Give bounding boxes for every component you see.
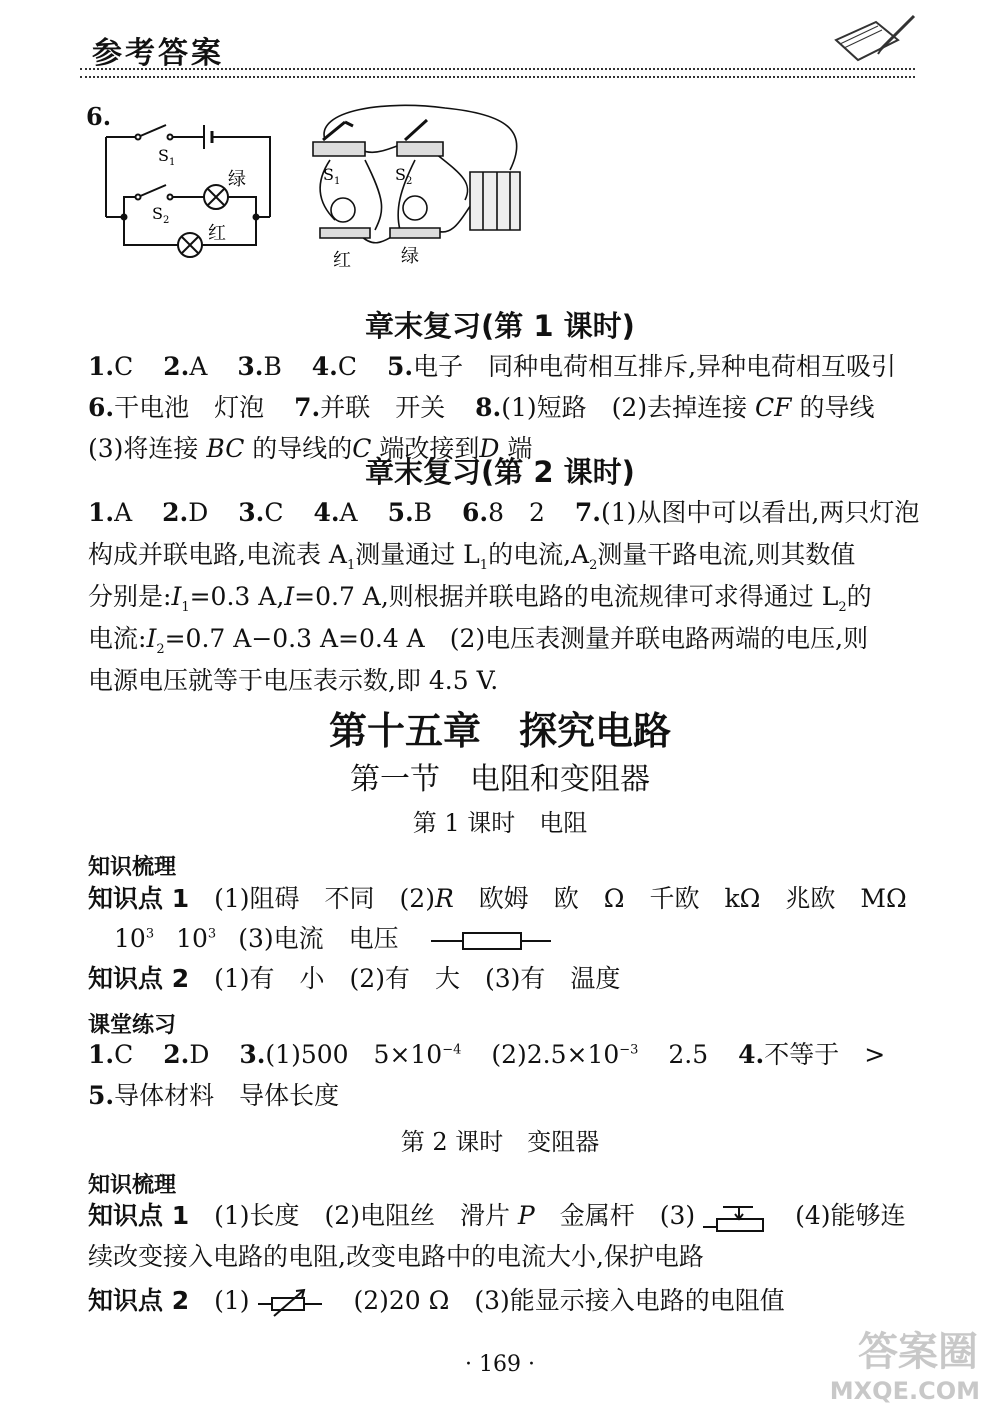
review1-line2: 6.干电池 灯泡 7.并联 开关 8.(1)短路 (2)去掉连接 CF 的导线 [88,393,875,422]
physical-green-label: 绿 [401,246,419,267]
lesson2-kp2-line: 知识点 2 (1) (2)20 Ω (3)能显示接入电路的电阻值 [88,1286,785,1318]
lesson1-title: 第 1 课时 电阻 [412,809,588,837]
watermark-logo-text: 答案圈 [858,1329,978,1375]
physical-s1-sub: 1 [334,176,341,187]
page-number: · 169 · [465,1352,535,1377]
lesson2-title: 第 2 课时 变阻器 [400,1128,600,1156]
rheostat-symbol-icon [703,1203,765,1233]
circuit-schematic [100,115,290,275]
lesson1-exercise-line1: 1.C 2.D 3.(1)500 $5\times 10^{-4}$ $(2)2.5\times 10^{-3}$ 2.5 4.不等于 > [88,1040,886,1069]
review2-line4: 电流$:I_2=0.7$ A−0.3 A=0.4 A (2)电压表测量并联电路两端的电压,则 [88,624,869,657]
header-rule [80,68,915,78]
physical-s2-label: S [395,165,406,184]
review2-line2: 构成并联电路,电流表 $A_1$测量通过 $L_1$的电流$,A_2$测量干路电流,则其数值 [88,540,856,573]
notebook-pen-icon [828,10,918,68]
schematic-s2-sub: 2 [163,215,170,226]
review2-title: 章末复习(第 2 课时) [365,455,635,489]
lesson1-exercise-line2: 5.导体材料 导体长度 [88,1081,340,1110]
page-header-title: 参考答案 [92,36,224,71]
q6-number: 6. [86,102,112,131]
review2-line5: 电源电压就等于电压表示数,即 4.5 V. [88,666,499,695]
section-title: 第一节 电阻和变阻器 [350,762,650,797]
review2-line3: 分别是$:I_1=0.3$ A,I=0.7 A,则根据并联电路的电流规律可求得通过 $L_2$的 [88,582,872,615]
review1-line3: (3)将连接 BC 的导线的C 端改接到D 端 [88,434,533,463]
chapter-title: 第十五章 探究电路 [328,709,671,753]
lesson1-kp1-line1: 知识点 1 (1)阻碍 不同 (2)R 欧姆 欧 Ω 千欧 kΩ 兆欧 MΩ [88,884,907,913]
physical-circuit-illustration [305,100,545,275]
physical-s2-sub: 2 [406,176,413,187]
schematic-s1-label: S [158,146,169,165]
variable-resistor-symbol-icon [258,1288,324,1318]
review1-title: 章末复习(第 1 课时) [365,309,635,343]
lesson1-heading-knowledge: 知识梳理 [88,855,177,880]
lesson1-heading-practice: 课堂练习 [88,1013,177,1038]
schematic-s1-sub: 1 [169,157,176,168]
lesson1-kp2-line: 知识点 2 (1)有 小 (2)有 大 (3)有 温度 [88,964,621,993]
lesson1-kp1-line2: $10^3$ $10^3$ (3)电流 电压 [114,924,553,954]
watermark-url: MXQE.COM [829,1377,980,1405]
schematic-s2-label: S [152,204,163,223]
lesson2-heading-knowledge: 知识梳理 [88,1173,177,1198]
physical-s1-label: S [323,165,334,184]
schematic-red-label: 红 [208,223,226,244]
resistor-symbol-icon [429,929,553,953]
physical-red-label: 红 [333,250,351,271]
lesson2-kp1-line1: 知识点 1 (1)长度 (2)电阻丝 滑片 P 金属杆 (3) (4)能够连 [88,1201,905,1233]
schematic-green-label: 绿 [228,169,246,190]
review2-line1: 1.A 2.D 3.C 4.A 5.B 6.8 2 7.(1)从图中可以看出,两只灯泡 [88,498,920,527]
lesson2-kp1-line2: 续改变接入电路的电阻,改变电路中的电流大小,保护电路 [88,1242,704,1271]
review1-line1: 1.C 2.A 3.B 4.C 5.电子 同种电荷相互排斥,异种电荷相互吸引 [88,352,897,381]
